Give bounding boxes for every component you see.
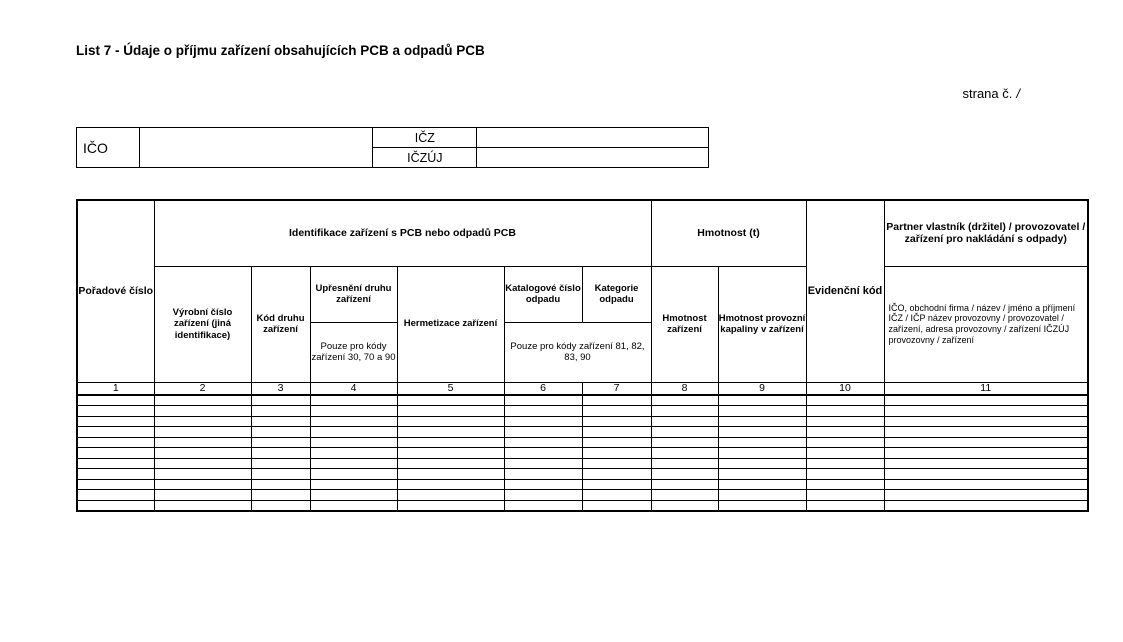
table-cell[interactable] — [806, 427, 884, 438]
icz-label: IČZ — [373, 128, 477, 148]
table-cell[interactable] — [651, 490, 718, 501]
table-cell[interactable] — [397, 406, 504, 417]
table-cell[interactable] — [504, 500, 582, 511]
table-cell[interactable] — [251, 448, 310, 459]
table-cell[interactable] — [806, 406, 884, 417]
table-cell[interactable] — [397, 437, 504, 448]
col-number: 3 — [251, 382, 310, 395]
table-cell[interactable] — [397, 458, 504, 469]
table-cell[interactable] — [651, 448, 718, 459]
table-cell[interactable] — [504, 437, 582, 448]
identification-table — [76, 127, 709, 168]
table-cell[interactable] — [718, 458, 806, 469]
table-cell[interactable] — [251, 458, 310, 469]
table-row — [77, 406, 1088, 417]
table-cell[interactable] — [806, 416, 884, 427]
table-row — [77, 500, 1088, 511]
col-header-hermetization: Hermetizace zařízení — [397, 266, 504, 382]
group-header-mass: Hmotnost (t) — [651, 200, 806, 266]
table-cell[interactable] — [718, 479, 806, 490]
table-cell[interactable] — [884, 490, 1088, 501]
table-cell[interactable] — [77, 416, 154, 427]
table-cell[interactable] — [397, 395, 504, 406]
table-cell[interactable] — [806, 490, 884, 501]
col-header-partner-detail: IČO, obchodní firma / název / jméno a příjmení IČZ / IČP název provozovny / provozovatel / zařízení, adresa provozovny / zařízení IČZÚJ provozovny / zařízení — [884, 266, 1088, 382]
table-cell[interactable] — [154, 395, 251, 406]
page-title: List 7 - Údaje o příjmu zařízení obsahujících PCB a odpadů PCB — [76, 43, 485, 58]
table-cell[interactable] — [154, 406, 251, 417]
table-row — [77, 479, 1088, 490]
table-cell[interactable] — [718, 427, 806, 438]
ico-field[interactable] — [139, 128, 373, 168]
table-cell[interactable] — [251, 479, 310, 490]
table-cell[interactable] — [884, 406, 1088, 417]
page-label: strana č. — [962, 86, 1013, 101]
col-header-evidence-code: Evidenční kód — [806, 200, 884, 382]
table-cell[interactable] — [397, 479, 504, 490]
table-cell[interactable] — [718, 437, 806, 448]
table-cell[interactable] — [651, 500, 718, 511]
col-number: 2 — [154, 382, 251, 395]
table-cell[interactable] — [884, 395, 1088, 406]
table-cell[interactable] — [504, 448, 582, 459]
col-number: 1 — [77, 382, 154, 395]
table-cell[interactable] — [154, 490, 251, 501]
table-cell[interactable] — [884, 479, 1088, 490]
table-cell[interactable] — [251, 416, 310, 427]
col-number: 11 — [884, 382, 1088, 395]
table-row — [77, 458, 1088, 469]
table-cell[interactable] — [884, 500, 1088, 511]
table-row — [77, 490, 1088, 501]
table-cell[interactable] — [651, 427, 718, 438]
table-cell[interactable] — [310, 437, 397, 448]
table-cell[interactable] — [651, 437, 718, 448]
table-cell[interactable] — [504, 395, 582, 406]
col-number: 4 — [310, 382, 397, 395]
table-cell[interactable] — [251, 500, 310, 511]
table-cell[interactable] — [582, 448, 651, 459]
table-cell[interactable] — [806, 448, 884, 459]
table-cell[interactable] — [77, 395, 154, 406]
table-row — [77, 469, 1088, 480]
table-cell[interactable] — [651, 458, 718, 469]
table-cell[interactable] — [154, 500, 251, 511]
table-cell[interactable] — [251, 406, 310, 417]
col-number: 9 — [718, 382, 806, 395]
table-cell[interactable] — [651, 416, 718, 427]
col-header-fluid-mass: Hmotnost provozní kapaliny v zařízení — [718, 266, 806, 382]
table-cell[interactable] — [310, 479, 397, 490]
table-cell[interactable] — [77, 458, 154, 469]
table-cell[interactable] — [77, 479, 154, 490]
table-cell[interactable] — [582, 500, 651, 511]
table-cell[interactable] — [884, 427, 1088, 438]
table-cell[interactable] — [806, 469, 884, 480]
table-cell[interactable] — [154, 479, 251, 490]
table-cell[interactable] — [582, 479, 651, 490]
table-cell[interactable] — [77, 469, 154, 480]
table-cell[interactable] — [154, 437, 251, 448]
table-cell[interactable] — [582, 427, 651, 438]
table-cell[interactable] — [884, 437, 1088, 448]
table-cell[interactable] — [651, 406, 718, 417]
group-header-identification: Identifikace zařízení s PCB nebo odpadů PCB — [154, 200, 651, 266]
iczuj-label: IČZÚJ — [373, 148, 477, 168]
table-cell[interactable] — [718, 395, 806, 406]
table-cell[interactable] — [310, 427, 397, 438]
table-cell[interactable] — [310, 458, 397, 469]
table-cell[interactable] — [397, 448, 504, 459]
table-row — [77, 416, 1088, 427]
page-number — [963, 86, 1020, 101]
table-cell[interactable] — [310, 416, 397, 427]
col-number: 6 — [504, 382, 582, 395]
table-cell[interactable] — [806, 479, 884, 490]
table-cell[interactable] — [504, 469, 582, 480]
table-cell[interactable] — [806, 458, 884, 469]
table-cell[interactable] — [504, 406, 582, 417]
table-cell[interactable] — [504, 427, 582, 438]
table-cell[interactable] — [154, 427, 251, 438]
table-cell[interactable] — [806, 500, 884, 511]
table-cell[interactable] — [397, 416, 504, 427]
col-header-waste-category: Kategorie odpadu — [582, 266, 651, 322]
table-cell[interactable] — [310, 490, 397, 501]
table-cell[interactable] — [718, 448, 806, 459]
table-cell[interactable] — [884, 458, 1088, 469]
table-cell[interactable] — [651, 469, 718, 480]
table-cell[interactable] — [718, 469, 806, 480]
table-cell[interactable] — [504, 458, 582, 469]
table-cell[interactable] — [582, 458, 651, 469]
table-cell[interactable] — [251, 469, 310, 480]
table-cell[interactable] — [77, 448, 154, 459]
col-header-device-type-detail: Upřesnění druhu zařízení — [310, 266, 397, 322]
table-cell[interactable] — [310, 406, 397, 417]
table-cell[interactable] — [582, 469, 651, 480]
table-cell[interactable] — [718, 416, 806, 427]
table-cell[interactable] — [884, 416, 1088, 427]
col-header-order: Pořadové číslo — [77, 200, 154, 382]
table-cell[interactable] — [310, 395, 397, 406]
table-row — [77, 448, 1088, 459]
table-cell[interactable] — [582, 437, 651, 448]
table-cell[interactable] — [310, 448, 397, 459]
table-cell[interactable] — [77, 406, 154, 417]
table-cell[interactable] — [504, 416, 582, 427]
iczuj-field[interactable] — [477, 148, 709, 168]
table-cell[interactable] — [397, 500, 504, 511]
table-cell[interactable] — [77, 490, 154, 501]
table-cell[interactable] — [718, 500, 806, 511]
table-cell[interactable] — [251, 427, 310, 438]
table-cell[interactable] — [310, 469, 397, 480]
table-cell[interactable] — [77, 427, 154, 438]
data-rows — [77, 395, 1088, 512]
table-cell[interactable] — [397, 469, 504, 480]
table-cell[interactable] — [582, 416, 651, 427]
pcb-table — [76, 199, 1089, 512]
col-note-device-codes: Pouze pro kódy zařízení 30, 70 a 90 — [310, 322, 397, 382]
table-cell[interactable] — [582, 395, 651, 406]
table-cell[interactable] — [154, 416, 251, 427]
table-cell[interactable] — [251, 395, 310, 406]
table-cell[interactable] — [310, 500, 397, 511]
table-cell[interactable] — [397, 490, 504, 501]
table-cell[interactable] — [77, 500, 154, 511]
table-cell[interactable] — [651, 395, 718, 406]
table-cell[interactable] — [504, 479, 582, 490]
col-header-catalog-number: Katalogové číslo odpadu — [504, 266, 582, 322]
table-cell[interactable] — [154, 458, 251, 469]
col-header-device-mass: Hmotnost zařízení — [651, 266, 718, 382]
table-cell[interactable] — [718, 406, 806, 417]
group-header-partner: Partner vlastník (držitel) / provozovatel / zařízení pro nakládání s odpady) — [884, 200, 1088, 266]
ico-label: IČO — [77, 128, 140, 168]
table-cell[interactable] — [77, 437, 154, 448]
table-cell[interactable] — [884, 469, 1088, 480]
table-cell[interactable] — [884, 448, 1088, 459]
table-cell[interactable] — [504, 490, 582, 501]
col-number: 7 — [582, 382, 651, 395]
icz-field[interactable] — [477, 128, 709, 148]
table-cell[interactable] — [251, 490, 310, 501]
table-cell[interactable] — [806, 395, 884, 406]
page-number-value: / — [1016, 86, 1020, 101]
table-cell[interactable] — [582, 490, 651, 501]
table-cell[interactable] — [154, 469, 251, 480]
table-cell[interactable] — [651, 479, 718, 490]
table-cell[interactable] — [718, 490, 806, 501]
col-number: 5 — [397, 382, 504, 395]
col-header-serial-number: Výrobní číslo zařízení (jiná identifikace) — [154, 266, 251, 382]
table-row — [77, 395, 1088, 406]
table-cell[interactable] — [154, 448, 251, 459]
col-header-device-type-code: Kód druhu zařízení — [251, 266, 310, 382]
table-cell[interactable] — [582, 406, 651, 417]
col-number: 8 — [651, 382, 718, 395]
table-cell[interactable] — [806, 437, 884, 448]
table-cell[interactable] — [397, 427, 504, 438]
col-number: 10 — [806, 382, 884, 395]
col-note-waste-codes: Pouze pro kódy zařízení 81, 82, 83, 90 — [504, 322, 651, 382]
table-row — [77, 437, 1088, 448]
table-cell[interactable] — [251, 437, 310, 448]
table-row — [77, 427, 1088, 438]
